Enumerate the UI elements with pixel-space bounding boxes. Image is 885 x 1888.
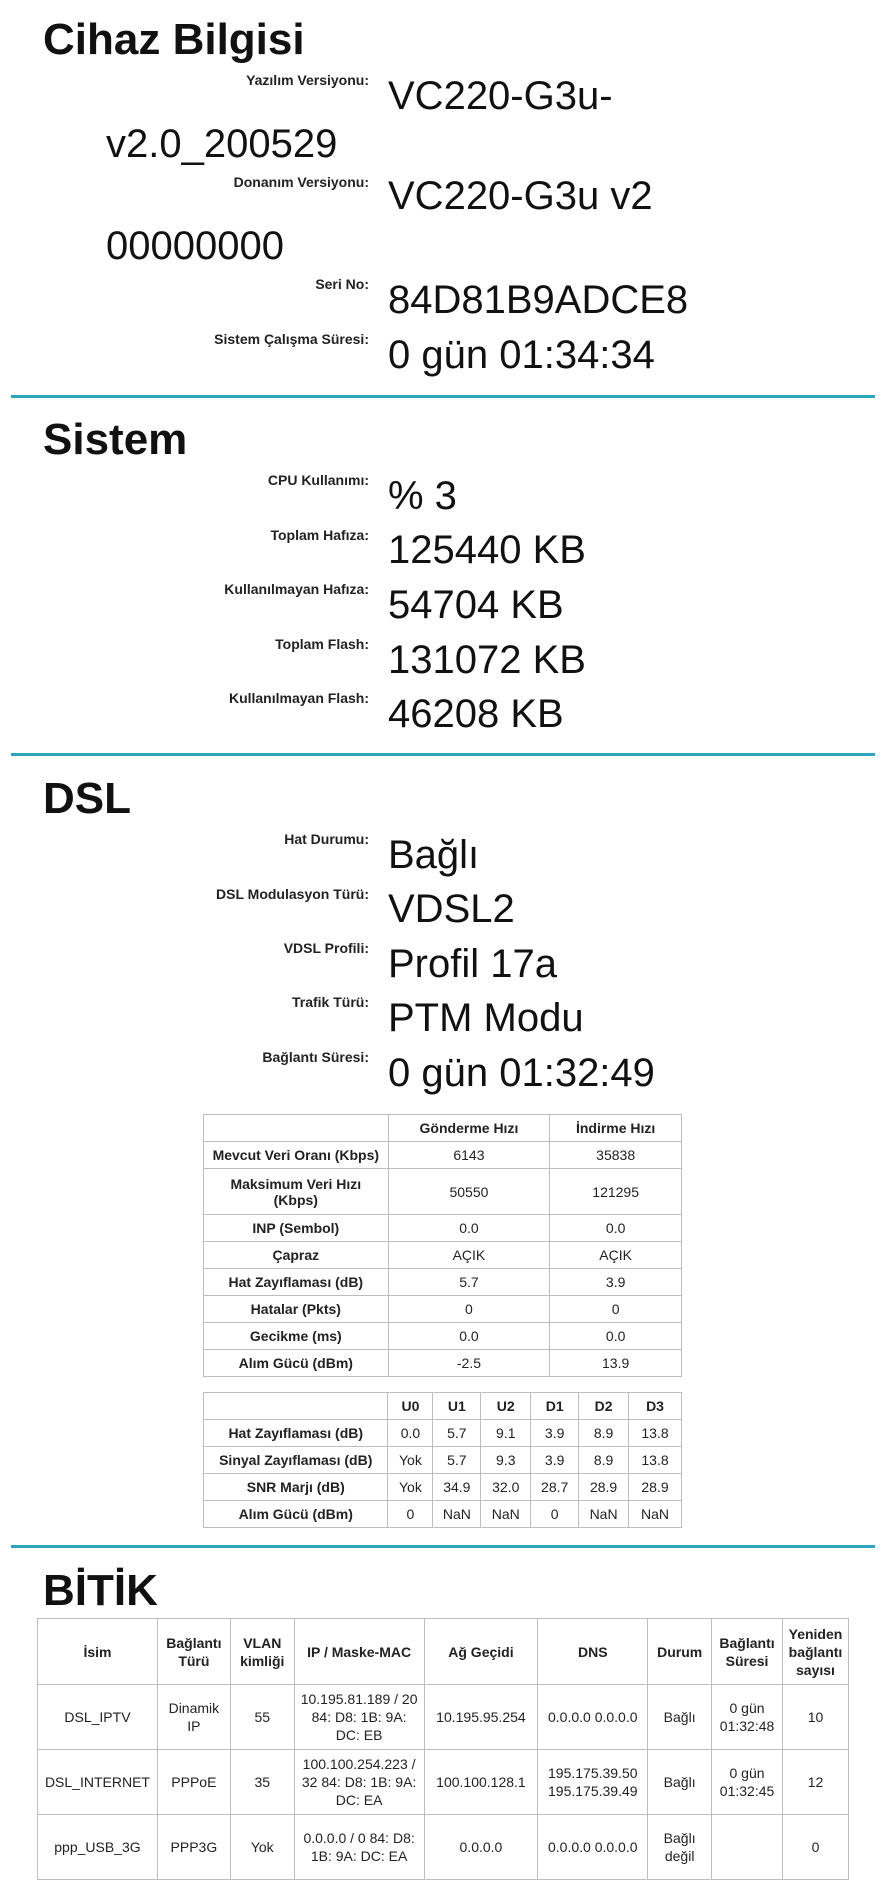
section-divider <box>11 395 875 398</box>
row-label: Mevcut Veri Oranı (Kbps) <box>204 1142 389 1169</box>
table-cell: 3.9 <box>531 1447 579 1474</box>
table-cell: 13.8 <box>629 1447 682 1474</box>
wan-duration-cell: 0 gün 01:32:45 <box>712 1750 783 1815</box>
table-cell: NaN <box>579 1501 629 1528</box>
table-cell: 34.9 <box>433 1474 481 1501</box>
modulation-value: VDSL2 <box>388 887 515 931</box>
table-header-cell <box>204 1393 388 1420</box>
cpu-value: % 3 <box>388 474 457 518</box>
table-header-cell: U1 <box>433 1393 481 1420</box>
table-header-cell <box>204 1115 389 1142</box>
table-row <box>204 1296 682 1323</box>
table-header-cell: U0 <box>388 1393 433 1420</box>
traffic-type-value: PTM Modu <box>388 996 584 1040</box>
table-header-cell: IP / Maske-MAC <box>294 1619 424 1685</box>
row-label: Hatalar (Pkts) <box>204 1296 389 1323</box>
wan-table <box>37 1618 849 1880</box>
table-cell: 6143 <box>388 1142 550 1169</box>
traffic-type-label: Trafik Türü: <box>291 994 369 1010</box>
wan-type-cell: Dinamik IP <box>157 1685 230 1750</box>
wan-name-cell: DSL_INTERNET <box>38 1750 158 1815</box>
row-label: Sinyal Zayıflaması (dB) <box>204 1447 388 1474</box>
table-header-cell: D2 <box>579 1393 629 1420</box>
software-version-value-cont: v2.0_200529 <box>106 122 338 166</box>
hardware-version-value: VC220-G3u v2 <box>388 174 653 218</box>
table-cell: AÇIK <box>388 1242 550 1269</box>
uptime-value: 0 gün 01:34:34 <box>388 333 655 377</box>
table-cell: 28.9 <box>579 1474 629 1501</box>
table-header-cell: VLAN kimliği <box>230 1619 294 1685</box>
table-cell: 3.9 <box>550 1269 682 1296</box>
wan-status-cell: Bağlı değil <box>648 1815 712 1880</box>
dsl-rates-table <box>203 1114 682 1377</box>
row-label: Maksimum Veri Hızı (Kbps) <box>204 1169 389 1215</box>
wan-ip-cell: 100.100.254.223 / 32 84: D8: 1B: 9A: DC: EA <box>294 1750 424 1815</box>
serial-value: 84D81B9ADCE8 <box>388 278 689 322</box>
table-cell: 32.0 <box>481 1474 531 1501</box>
table-row <box>38 1815 849 1880</box>
wan-reconnects-cell: 12 <box>782 1750 848 1815</box>
table-row <box>204 1350 682 1377</box>
table-cell: 0.0 <box>550 1323 682 1350</box>
wan-gateway-cell: 0.0.0.0 <box>424 1815 538 1880</box>
row-label: Hat Zayıflaması (dB) <box>204 1420 388 1447</box>
row-label: Alım Gücü (dBm) <box>204 1350 389 1377</box>
device-info-title: Cihaz Bilgisi <box>43 15 305 64</box>
table-cell: 5.7 <box>433 1447 481 1474</box>
table-header-row <box>204 1393 682 1420</box>
wan-duration-cell: 0 gün 01:32:48 <box>712 1685 783 1750</box>
table-row <box>204 1447 682 1474</box>
modulation-label: DSL Modulasyon Türü: <box>216 886 369 902</box>
table-row <box>204 1215 682 1242</box>
wan-gateway-cell: 100.100.128.1 <box>424 1750 538 1815</box>
uptime-label: Sistem Çalışma Süresi: <box>214 331 369 347</box>
wan-status-cell: Bağlı <box>648 1750 712 1815</box>
row-label: Çapraz <box>204 1242 389 1269</box>
system-title: Sistem <box>43 415 188 464</box>
dsl-title: DSL <box>43 774 131 823</box>
table-header-cell: U2 <box>481 1393 531 1420</box>
line-status-value: Bağlı <box>388 833 480 877</box>
table-cell: 0.0 <box>550 1215 682 1242</box>
table-cell: 8.9 <box>579 1447 629 1474</box>
table-cell: -2.5 <box>388 1350 550 1377</box>
table-header-cell: Durum <box>648 1619 712 1685</box>
table-cell: Yok <box>388 1447 433 1474</box>
free-memory-label: Kullanılmayan Hafıza: <box>224 581 369 597</box>
cpu-label: CPU Kullanımı: <box>267 472 369 488</box>
table-header-cell: Bağlantı Türü <box>157 1619 230 1685</box>
wan-dns-cell: 0.0.0.0 0.0.0.0 <box>538 1685 648 1750</box>
table-cell: 0 <box>388 1501 433 1528</box>
total-memory-label: Toplam Hafıza: <box>270 527 369 543</box>
vdsl-profile-label: VDSL Profili: <box>283 940 369 956</box>
section-divider <box>11 1545 875 1548</box>
table-row <box>204 1474 682 1501</box>
vdsl-profile-value: Profil 17a <box>388 942 557 986</box>
table-header-cell: DNS <box>538 1619 648 1685</box>
table-row <box>38 1685 849 1750</box>
table-cell: 0 <box>531 1501 579 1528</box>
hardware-version-label: Donanım Versiyonu: <box>233 174 369 190</box>
table-cell: 9.3 <box>481 1447 531 1474</box>
table-row <box>204 1323 682 1350</box>
wan-title: BİTİK <box>43 1566 158 1615</box>
table-cell: 121295 <box>550 1169 682 1215</box>
table-cell: 50550 <box>388 1169 550 1215</box>
table-cell: 13.8 <box>629 1420 682 1447</box>
row-label: INP (Sembol) <box>204 1215 389 1242</box>
wan-type-cell: PPPoE <box>157 1750 230 1815</box>
table-header-cell: İndirme Hızı <box>550 1115 682 1142</box>
row-label: SNR Marjı (dB) <box>204 1474 388 1501</box>
wan-name-cell: DSL_IPTV <box>38 1685 158 1750</box>
total-flash-value: 131072 KB <box>388 638 586 682</box>
connection-time-value: 0 gün 01:32:49 <box>388 1051 655 1095</box>
wan-vlan-cell: 35 <box>230 1750 294 1815</box>
table-header-cell: Ağ Geçidi <box>424 1619 538 1685</box>
row-label: Gecikme (ms) <box>204 1323 389 1350</box>
table-header-cell: Yeniden bağlantı sayısı <box>782 1619 848 1685</box>
table-row <box>204 1142 682 1169</box>
table-cell: 0 <box>388 1296 550 1323</box>
table-cell: 0.0 <box>388 1420 433 1447</box>
wan-vlan-cell: 55 <box>230 1685 294 1750</box>
table-row <box>204 1501 682 1528</box>
wan-dns-cell: 0.0.0.0 0.0.0.0 <box>538 1815 648 1880</box>
table-row <box>38 1750 849 1815</box>
table-cell: NaN <box>433 1501 481 1528</box>
table-cell: 0 <box>550 1296 682 1323</box>
table-header-cell: Gönderme Hızı <box>388 1115 550 1142</box>
table-cell: 28.9 <box>629 1474 682 1501</box>
row-label: Alım Gücü (dBm) <box>204 1501 388 1528</box>
table-row <box>204 1420 682 1447</box>
table-cell: 3.9 <box>531 1420 579 1447</box>
connection-time-label: Bağlantı Süresi: <box>262 1049 369 1065</box>
table-cell: 0.0 <box>388 1215 550 1242</box>
wan-vlan-cell: Yok <box>230 1815 294 1880</box>
table-cell: 0.0 <box>388 1323 550 1350</box>
table-cell: 35838 <box>550 1142 682 1169</box>
table-row <box>204 1269 682 1296</box>
table-cell: AÇIK <box>550 1242 682 1269</box>
line-status-label: Hat Durumu: <box>284 831 369 847</box>
dsl-bands-table <box>203 1392 682 1528</box>
wan-status-cell: Bağlı <box>648 1685 712 1750</box>
table-cell: 13.9 <box>550 1350 682 1377</box>
table-cell: 9.1 <box>481 1420 531 1447</box>
wan-dns-cell: 195.175.39.50 195.175.39.49 <box>538 1750 648 1815</box>
free-memory-value: 54704 KB <box>388 583 564 627</box>
wan-type-cell: PPP3G <box>157 1815 230 1880</box>
free-flash-label: Kullanılmayan Flash: <box>228 690 369 706</box>
table-cell: 5.7 <box>388 1269 550 1296</box>
table-cell: 28.7 <box>531 1474 579 1501</box>
total-flash-label: Toplam Flash: <box>275 636 369 652</box>
software-version-value: VC220-G3u- <box>388 74 613 118</box>
hardware-version-value-cont: 00000000 <box>106 224 284 268</box>
table-header-cell: D1 <box>531 1393 579 1420</box>
wan-name-cell: ppp_USB_3G <box>38 1815 158 1880</box>
table-cell: NaN <box>629 1501 682 1528</box>
table-header-cell: D3 <box>629 1393 682 1420</box>
software-version-label: Yazılım Versiyonu: <box>246 72 369 88</box>
total-memory-value: 125440 KB <box>388 528 586 572</box>
wan-ip-cell: 0.0.0.0 / 0 84: D8: 1B: 9A: DC: EA <box>294 1815 424 1880</box>
table-cell: 8.9 <box>579 1420 629 1447</box>
table-row <box>204 1169 682 1215</box>
table-header-row <box>204 1115 682 1142</box>
free-flash-value: 46208 KB <box>388 692 564 736</box>
section-divider <box>11 753 875 756</box>
table-cell: Yok <box>388 1474 433 1501</box>
row-label: Hat Zayıflaması (dB) <box>204 1269 389 1296</box>
table-header-cell: İsim <box>38 1619 158 1685</box>
wan-duration-cell <box>712 1815 783 1880</box>
serial-label: Seri No: <box>315 276 369 292</box>
table-cell: NaN <box>481 1501 531 1528</box>
wan-reconnects-cell: 10 <box>782 1685 848 1750</box>
table-header-cell: Bağlantı Süresi <box>712 1619 783 1685</box>
table-header-row <box>38 1619 849 1685</box>
table-row <box>204 1242 682 1269</box>
wan-ip-cell: 10.195.81.189 / 20 84: D8: 1B: 9A: DC: EB <box>294 1685 424 1750</box>
wan-gateway-cell: 10.195.95.254 <box>424 1685 538 1750</box>
table-cell: 5.7 <box>433 1420 481 1447</box>
wan-reconnects-cell: 0 <box>782 1815 848 1880</box>
